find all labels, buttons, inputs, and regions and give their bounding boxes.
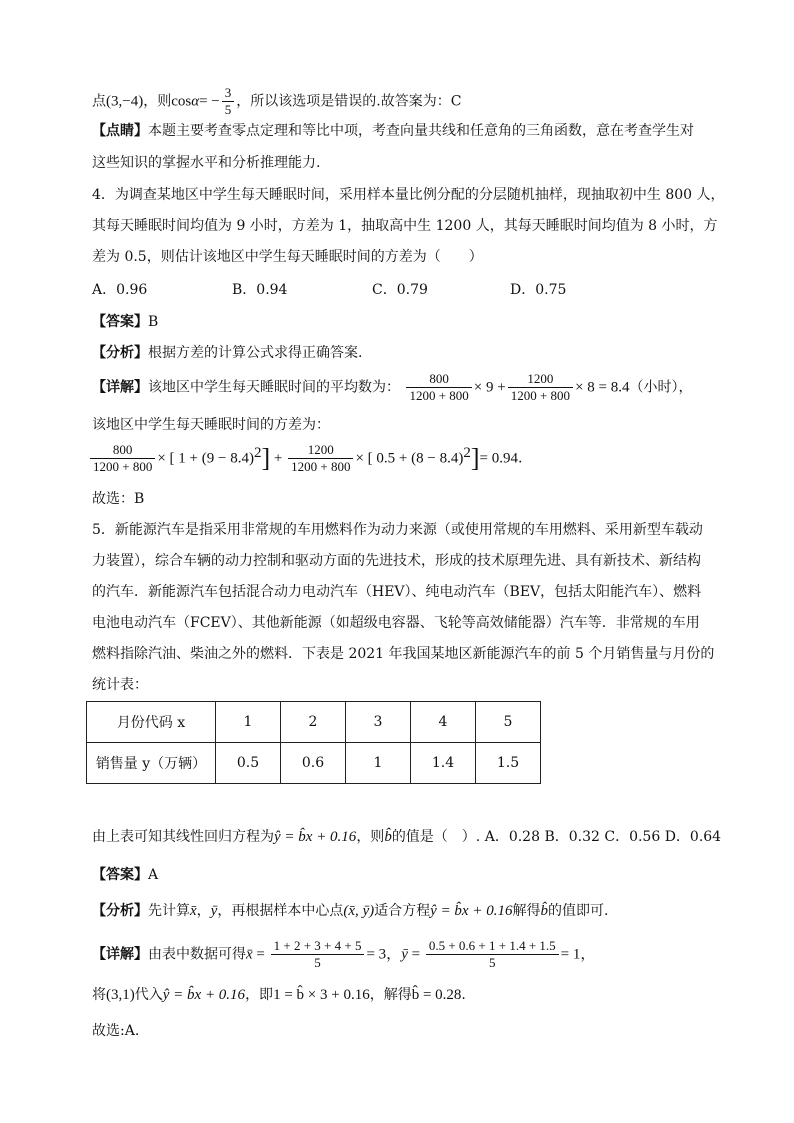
table-cell: 1 xyxy=(216,702,281,743)
answer-tag: 【答案】 xyxy=(92,314,148,330)
table-cell: 1.5 xyxy=(476,743,541,784)
q4-option-a: A．0.96 xyxy=(92,282,148,298)
q4-variance-label: 该地区中学生每天睡眠时间的方差为： xyxy=(92,417,330,433)
sample-center: (x̄, ȳ) xyxy=(343,903,375,919)
point-expr: (3,−4) xyxy=(106,93,144,110)
fraction-800 xyxy=(90,442,155,475)
regression-equation: ŷ = b̂x + 0.16 xyxy=(162,987,246,1003)
x-mean-fraction xyxy=(271,938,365,971)
q5-substitute-line xyxy=(92,984,466,1006)
dianjing-text: 本题主要考查零点定理和等比中项，考查向量共线和任意角的三角函数，意在考查学生对 xyxy=(148,123,694,139)
fraction-1200 xyxy=(288,442,353,475)
statistics-table xyxy=(86,701,541,784)
equals-minus: = − xyxy=(199,93,220,110)
dianjing-line-1 xyxy=(92,120,694,142)
table-cell: 3 xyxy=(346,702,411,743)
dianjing-line-2: 这些知识的掌握水平和分析推理能力. xyxy=(92,155,321,171)
text: . xyxy=(461,987,466,1003)
q4-detail-mean-line xyxy=(92,371,692,404)
numerator: 800 xyxy=(429,371,449,386)
variance-result: = 0.94 xyxy=(479,450,518,467)
numerator: 1 + 2 + 3 + 4 + 5 xyxy=(273,938,362,953)
substituted-equation: 1 = b̂ × 3 + 0.16 xyxy=(273,987,370,1003)
table-header-cell: 月份代码 x xyxy=(87,702,216,743)
square-exponent: 2 xyxy=(463,445,471,461)
answer-value: A xyxy=(148,867,159,883)
text: ，再根据样本中心点 xyxy=(217,903,344,919)
text: ，则 xyxy=(356,829,385,845)
q5-line-3: 的汽车．新能源汽车包括混合动力电动汽车（HEV）、纯电动汽车（BEV，包括太阳能汽车）、燃料 xyxy=(92,584,702,600)
text: 点 xyxy=(92,93,106,110)
text: 先计算 xyxy=(148,903,190,919)
answer-value: B xyxy=(148,314,159,330)
analysis-tag: 【分析】 xyxy=(92,903,148,919)
y-mean-result: = 1， xyxy=(560,946,596,963)
denominator: 1200 + 800 xyxy=(508,387,573,404)
denominator: 5 xyxy=(222,101,235,118)
numerator: 1200 xyxy=(527,371,554,386)
table-row xyxy=(87,743,541,784)
regression-equation: ŷ = b̂x + 0.16 xyxy=(274,829,357,845)
text: 适合方程 xyxy=(374,903,431,919)
q5-question-line xyxy=(92,826,721,848)
q5-line-6: 统计表： xyxy=(92,677,148,693)
b-hat-symbol: b̂ xyxy=(540,903,548,919)
numerator: 800 xyxy=(112,442,133,458)
analysis-text: 根据方差的计算公式求得正确答案. xyxy=(148,345,363,361)
table-cell: 1 xyxy=(346,743,411,784)
table-cell: 0.5 xyxy=(216,743,281,784)
denominator: 1200 + 800 xyxy=(288,458,353,475)
analysis-tag: 【分析】 xyxy=(92,345,148,361)
x-bar-symbol: x̄ xyxy=(246,946,253,963)
detail-text: 该地区中学生每天睡眠时间的平均数为： xyxy=(148,379,400,396)
y-bar-symbol: ȳ xyxy=(401,946,408,963)
detail-tag: 【详解】 xyxy=(92,379,148,396)
q4-analysis-line xyxy=(92,342,362,364)
q4-variance-formula: $\frac{800}{1200 + 800}$ × [ $1 + (9 - 8.4)^2$] + $\frac{1200}{1200 + 800}$ × [ $0.5 + (8 - 8.4)^2]= 0.94$. xyxy=(88,442,522,475)
fraction-800 xyxy=(406,371,471,404)
unit-text: （小时）， xyxy=(629,379,693,396)
table-cell: 1.4 xyxy=(411,743,476,784)
q4-line-2: 其每天睡眠时间均值为 9 小时，方差为 1，抽取高中生 1200 人，其每天睡眠时间均值为 8 小时，方 xyxy=(92,218,718,234)
q5-choose: 故选:A. xyxy=(92,1023,140,1039)
table-header-cell: 销售量 y（万辆） xyxy=(87,743,216,784)
options-text: 的值是（ ）. A．0.28 B．0.32 C．0.56 D．0.64 xyxy=(391,829,722,845)
text: 的值即可. xyxy=(547,903,609,919)
detail-tag: 【详解】 xyxy=(92,946,148,963)
answer-tag: 【答案】 xyxy=(92,867,148,883)
q4-option-c: C．0.79 xyxy=(372,282,428,298)
y-bar-symbol: ȳ xyxy=(210,903,218,919)
denominator: 5 xyxy=(271,954,365,971)
table-cell: 2 xyxy=(281,702,346,743)
variance-term-2: × [ 0.5 + (8 − 8.4) xyxy=(355,450,464,467)
numerator: 0.5 + 0.6 + 1 + 1.4 + 1.5 xyxy=(428,938,556,953)
q4-option-b: B．0.94 xyxy=(232,282,288,298)
q4-choose: 故选：B xyxy=(92,491,145,507)
text: 由表中数据可得 xyxy=(148,946,246,963)
q5-detail-line: 【详解】由表中数据可得x̄ = $\frac{1 + 2 + 3 + 4 + 5}{5}$ = 3，ȳ = $\frac{0.5 + 0.6 + 1 + 1.4 + 1.5}{5}$ = 1， xyxy=(92,938,596,970)
text: ，则 xyxy=(143,93,172,110)
mean-result: × 8 = 8.4 xyxy=(575,379,630,396)
text: 由上表可知其线性回归方程为 xyxy=(92,829,274,845)
q5-line-4: 电池电动汽车（FCEV）、其他新能源（如超级电容器、飞轮等高效储能器）汽车等．非常规的车用 xyxy=(92,615,700,631)
q4-option-d: D．0.75 xyxy=(510,282,567,298)
q5-analysis-line: 【分析】先计算x̄，ȳ，再根据样本中心点(x̄, ȳ)适合方程ŷ = b̂x + 0.16解得b̂的值即可. xyxy=(92,903,609,919)
q5-answer-line xyxy=(92,864,158,886)
fraction-3-5 xyxy=(222,85,235,118)
text: 代入 xyxy=(134,987,163,1003)
denominator: 1200 + 800 xyxy=(406,387,471,404)
dianjing-tag: 【点睛】 xyxy=(92,123,148,139)
table-cell: 4 xyxy=(411,702,476,743)
point-expr: (3,1) xyxy=(106,987,135,1003)
denominator: 5 xyxy=(426,954,559,971)
text: ，所以该选项是错误的.故答案为：C xyxy=(236,93,462,110)
text: ，解得 xyxy=(369,987,412,1003)
x-mean-result: = 3， xyxy=(366,946,402,963)
fraction-1200 xyxy=(508,371,573,404)
q5-line-1: 5．新能源汽车是指采用非常规的车用燃料作为动力来源（或使用常规的车用燃料、采用新型车载动 xyxy=(92,522,703,538)
text: 将 xyxy=(92,987,106,1003)
square-exponent: 2 xyxy=(253,445,262,461)
b-hat-symbol: b̂ xyxy=(384,829,392,845)
q5-line-5: 燃料指除汽油、柴油之外的燃料．下表是 2021 年我国某地区新能源汽车的前 5 个月销售量与月份的 xyxy=(92,646,715,662)
alpha-symbol: α xyxy=(191,93,200,110)
mean-op: × 9 + xyxy=(473,379,506,396)
q5-line-2: 力装置），综合车辆的动力控制和驱动方面的先进技术，形成的技术原理先进、具有新技术、新结构 xyxy=(92,553,701,569)
denominator: 1200 + 800 xyxy=(90,458,155,475)
numerator: 1200 xyxy=(307,442,334,458)
table-cell: 5 xyxy=(476,702,541,743)
b-hat-result: b̂ = 0.28 xyxy=(411,987,462,1003)
x-bar-symbol: x̄ xyxy=(190,903,197,919)
numerator: 3 xyxy=(224,85,232,100)
table-row xyxy=(87,702,541,743)
text: 解得 xyxy=(512,903,541,919)
y-mean-fraction xyxy=(426,938,559,971)
text: ，即 xyxy=(245,987,274,1003)
q3-conclusion-line xyxy=(92,85,461,118)
q4-line-1: 4．为调查某地区中学生每天睡眠时间，采用样本量比例分配的分层随机抽样，现抽取初中生 800 人， xyxy=(92,187,725,203)
regression-equation: ŷ = b̂x + 0.16 xyxy=(430,903,513,919)
cos-expr: cos xyxy=(171,93,192,110)
table-cell: 0.6 xyxy=(281,743,346,784)
variance-term-1: × [ 1 + (9 − 8.4) xyxy=(157,450,254,467)
q4-line-3: 差为 0.5，则估计该地区中学生每天睡眠时间的方差为（ ） xyxy=(92,249,483,265)
q4-answer-line xyxy=(92,311,158,333)
